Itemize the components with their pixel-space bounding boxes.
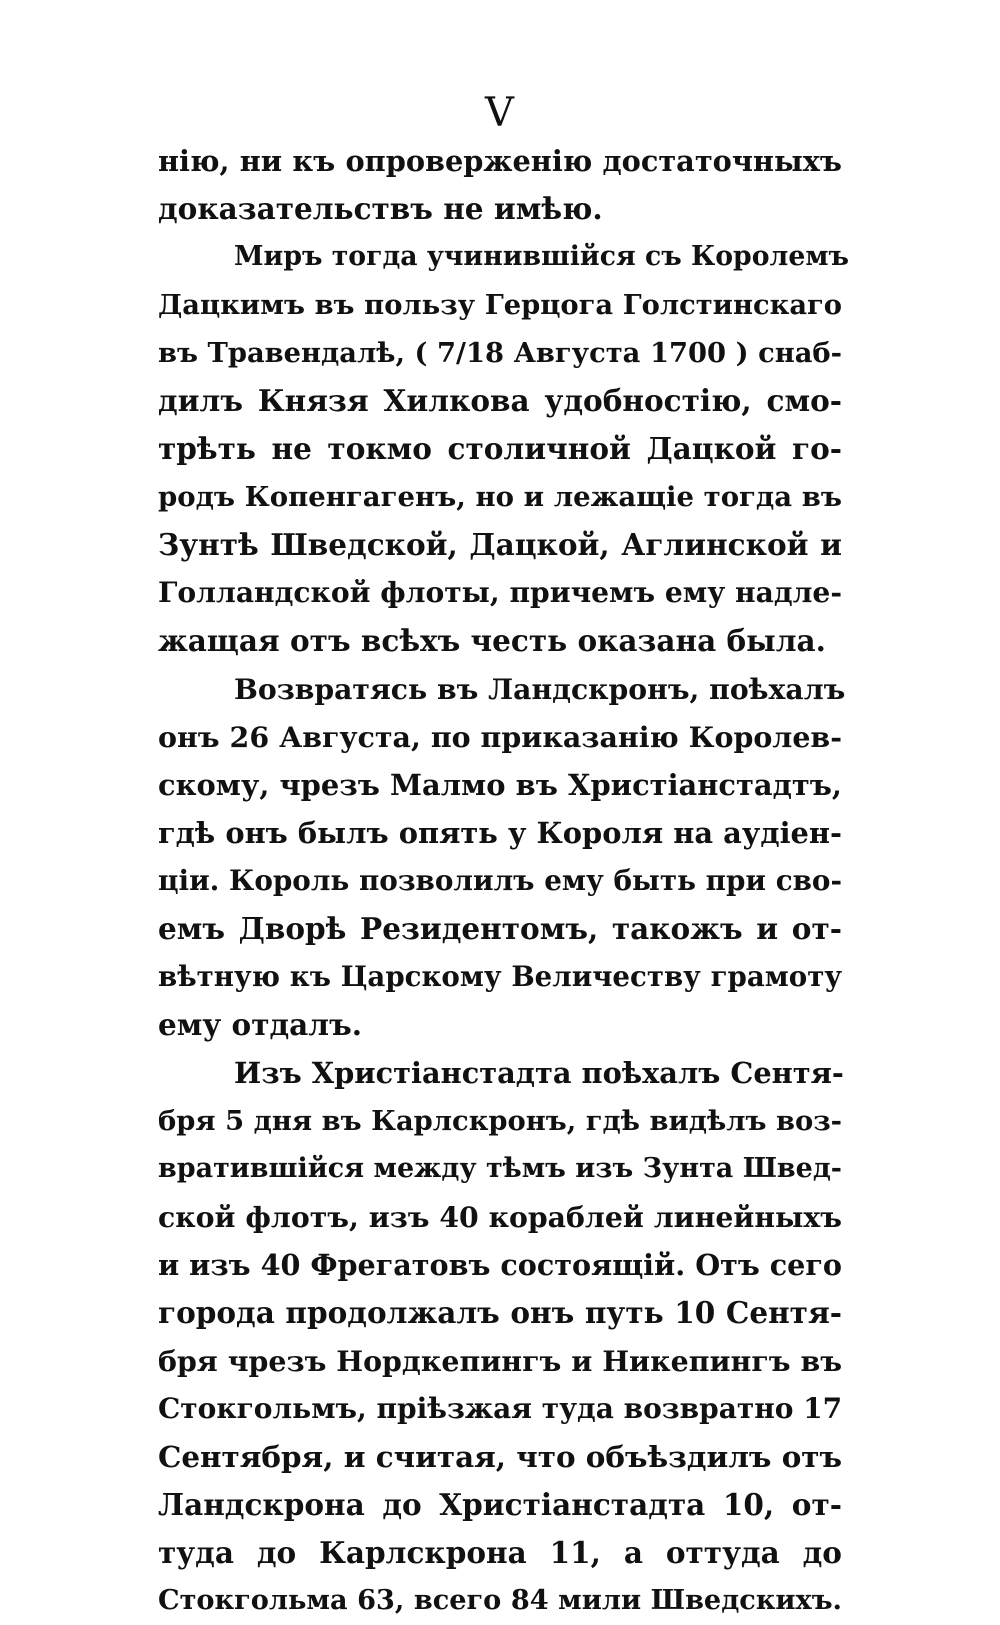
text-line-content: дилъ Князя Хилкова удобностію, смо- xyxy=(158,383,842,418)
text-line xyxy=(158,425,842,473)
text-line xyxy=(158,665,846,713)
text-line-content: ской флотъ, изъ 40 кораблей линейныхъ xyxy=(158,1200,842,1234)
text-line xyxy=(158,569,842,617)
text-line xyxy=(158,377,842,425)
text-line-content: туда до Карлскрона 11, а оттуда до xyxy=(158,1535,842,1570)
text-line xyxy=(158,329,842,377)
text-line-content: и изъ 40 Фрегатовъ состоящій. Отъ сего xyxy=(158,1248,842,1282)
text-line xyxy=(158,1481,842,1529)
text-line-content: бря 5 дня въ Карлскронъ, гдѣ видѣлъ воз- xyxy=(158,1105,842,1137)
text-line xyxy=(158,617,842,665)
text-line-content: скому, чрезъ Малмо въ Христіанстадтъ, xyxy=(158,768,842,802)
text-line xyxy=(158,713,842,761)
text-line-content: Стокгольмъ, пріѣзжая туда возвратно 17 xyxy=(158,1392,843,1425)
text-line xyxy=(158,857,842,905)
text-line-content: Стокгольма 63, всего 84 мили Шведскихъ. xyxy=(158,1585,842,1616)
text-line-content: Голландской флоты, причемъ ему надле- xyxy=(158,576,842,609)
text-line-content: Возвратясь въ Ландскронъ, поѣхалъ xyxy=(234,672,846,706)
text-line-content: бря чрезъ Нордкепингъ и Никепингъ въ xyxy=(158,1344,842,1378)
text-line xyxy=(158,905,842,953)
text-line-content: Ландскрона до Христіанстадта 10, от- xyxy=(158,1487,842,1522)
text-line xyxy=(158,137,842,185)
text-line xyxy=(158,953,842,1001)
text-line-content: трѣть не токмо столичной Дацкой го- xyxy=(158,431,842,466)
text-line-content: ему отдалъ. xyxy=(158,1007,362,1042)
text-line xyxy=(158,1097,842,1145)
text-line xyxy=(158,1577,842,1625)
text-line xyxy=(158,761,842,809)
text-line-content: доказательствъ не имѣю. xyxy=(158,191,603,226)
body-text xyxy=(158,137,849,1625)
text-line xyxy=(158,281,842,329)
text-line-content: Зунтѣ Шведской, Дацкой, Аглинской и xyxy=(158,527,842,562)
text-line xyxy=(158,1433,842,1481)
text-line-content: емъ Дворѣ Резидентомъ, такожъ и от- xyxy=(158,911,842,946)
text-line-content: Изъ Христіанстадта поѣхалъ Сентя- xyxy=(234,1056,844,1090)
text-line xyxy=(158,1001,842,1049)
text-line-content: жащая отъ всѣхъ честь оказана была. xyxy=(158,623,826,658)
text-line xyxy=(158,233,849,281)
text-line xyxy=(158,1193,842,1241)
text-line xyxy=(158,185,842,233)
text-line xyxy=(158,1289,842,1337)
text-line-content: нію, ни къ опроверженію достаточныхъ xyxy=(158,144,842,178)
text-line xyxy=(158,521,842,569)
text-line xyxy=(158,1529,842,1577)
text-line xyxy=(158,473,842,521)
text-line xyxy=(158,1049,842,1097)
text-line xyxy=(158,1241,842,1289)
text-line-content: вратившійся между тѣмъ изъ Зунта Швед- xyxy=(158,1153,842,1184)
text-line-content: ціи. Король позволилъ ему быть при сво- xyxy=(158,864,842,897)
text-line-content: онъ 26 Августа, по приказанію Королев- xyxy=(158,720,842,754)
text-line-content: вѣтную къ Царскому Величеству грамоту xyxy=(158,960,842,993)
text-line-content: города продолжалъ онъ путь 10 Сентя- xyxy=(158,1295,842,1330)
text-line xyxy=(158,809,842,857)
text-line xyxy=(158,1385,842,1433)
text-line-content: Дацкимъ въ пользу Герцога Голстинскаго xyxy=(158,289,842,321)
text-line-content: въ Травендалѣ, ( 7/18 Августа 1700 ) снаб- xyxy=(158,337,842,369)
text-line-content: Миръ тогда учинившійся съ Королемъ xyxy=(234,241,849,272)
text-line-content: Сентября, и считая, что объѣздилъ отъ xyxy=(158,1439,842,1474)
text-line-content: родъ Копенгагенъ, но и лежащіе тогда въ xyxy=(158,481,842,513)
page-number: V xyxy=(485,90,515,136)
text-line-content: гдѣ онъ былъ опять у Короля на аудіен- xyxy=(158,816,842,850)
text-line xyxy=(158,1337,842,1385)
text-line xyxy=(158,1145,842,1193)
